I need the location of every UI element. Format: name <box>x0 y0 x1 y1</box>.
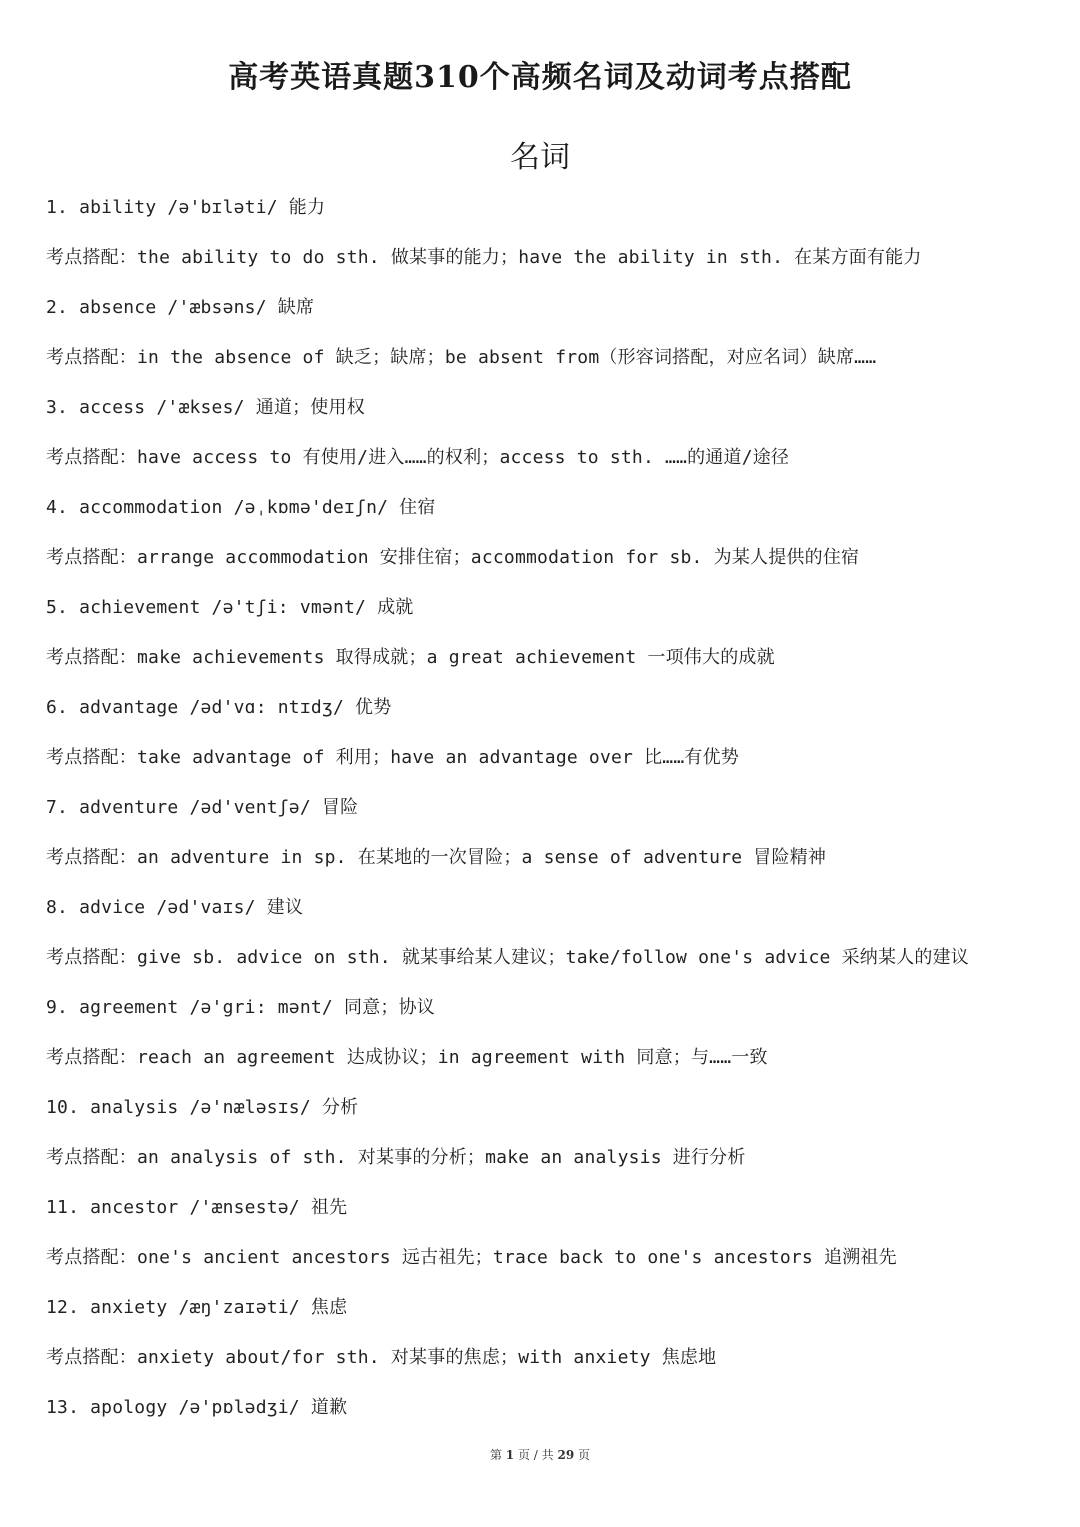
entry-word: 13. apology /ə'pɒlədʒi/ 道歉 <box>46 1397 348 1418</box>
entry-collocation: 考点搭配：give sb. advice on sth. 就某事给某人建议；take/follow one's advice 采纳某人的建议 <box>46 947 970 968</box>
entry-word: 9. agreement /ə'gri: mənt/ 同意；协议 <box>46 997 435 1018</box>
entry-collocation: 考点搭配：an analysis of sth. 对某事的分析；make an analysis 进行分析 <box>46 1147 746 1168</box>
entry-collocation: 考点搭配：make achievements 取得成就；a great achievement 一项伟大的成就 <box>46 647 775 668</box>
entry-collocation: 考点搭配：one's ancient ancestors 远古祖先；trace back to one's ancestors 追溯祖先 <box>46 1247 897 1268</box>
total-page-count: 29 <box>557 1448 575 1462</box>
entry-collocation: 考点搭配：have access to 有使用/进入……的权利；access to sth. ……的通道/途径 <box>46 447 790 468</box>
entry-word: 6. advantage /əd'vɑ: ntɪdʒ/ 优势 <box>46 697 392 718</box>
entry-collocation: 考点搭配：arrange accommodation 安排住宿；accommodation for sb. 为某人提供的住宿 <box>46 547 860 568</box>
entry-word: 8. advice /əd'vaɪs/ 建议 <box>46 897 304 918</box>
entry-collocation: 考点搭配：anxiety about/for sth. 对某事的焦虑；with anxiety 焦虑地 <box>46 1347 717 1368</box>
entry-word: 3. access /'ækses/ 通道；使用权 <box>46 397 365 418</box>
entry-collocation: 考点搭配：in the absence of 缺乏；缺席；be absent from（形容词搭配，对应名词）缺席…… <box>46 347 877 368</box>
entry-word: 2. absence /'æbsəns/ 缺席 <box>46 297 315 318</box>
footer-prefix: 第 <box>489 1448 502 1462</box>
entry-word: 5. achievement /ə'tʃi: vmənt/ 成就 <box>46 597 414 618</box>
entry-collocation: 考点搭配：reach an agreement 达成协议；in agreement with 同意；与……一致 <box>46 1047 768 1068</box>
page-footer <box>0 1446 1080 1463</box>
current-page-number: 1 <box>505 1448 515 1462</box>
entry-word: 7. adventure /əd'ventʃə/ 冒险 <box>46 797 359 818</box>
section-heading: 名词 <box>510 140 570 175</box>
entry-collocation: 考点搭配：the ability to do sth. 做某事的能力；have the ability in sth. 在某方面有能力 <box>46 247 922 268</box>
entry-collocation: 考点搭配：take advantage of 利用；have an advantage over 比……有优势 <box>46 747 739 768</box>
entry-collocation: 考点搭配：an adventure in sp. 在某地的一次冒险；a sense of adventure 冒险精神 <box>46 847 827 868</box>
entry-word: 12. anxiety /æŋ'zaɪəti/ 焦虑 <box>46 1297 348 1318</box>
entry-list <box>46 190 1046 1440</box>
footer-suffix: 页 <box>578 1448 591 1462</box>
entry-word: 1. ability /ə'bɪləti/ 能力 <box>46 197 326 218</box>
entry-word: 10. analysis /ə'næləsɪs/ 分析 <box>46 1097 359 1118</box>
entry-word: 11. ancestor /'ænsestə/ 祖先 <box>46 1197 348 1218</box>
entry-word: 4. accommodation /əˌkɒmə'deɪʃn/ 住宿 <box>46 497 436 518</box>
footer-mid: 页 / 共 <box>517 1448 554 1462</box>
document-title: 高考英语真题310个高频名词及动词考点搭配 <box>228 60 852 95</box>
